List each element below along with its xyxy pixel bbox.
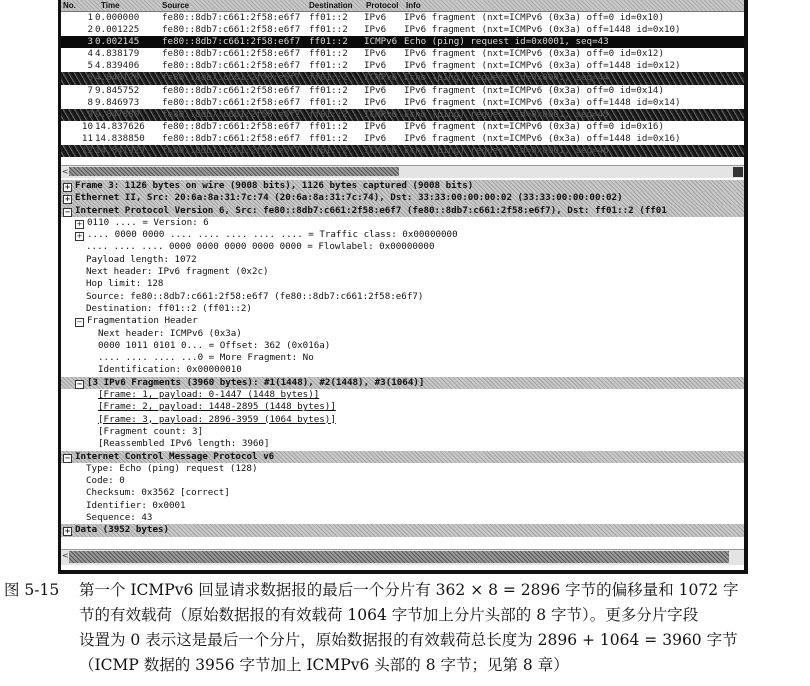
packet-source: fe80::8db7:c661:2f58:e6f7	[162, 120, 301, 132]
packet-row[interactable]	[61, 121, 744, 133]
scroll-left-arrow-icon[interactable]: <	[62, 551, 69, 560]
packet-protocol: IPv6	[364, 24, 387, 36]
packet-protocol: ICMPv6	[364, 145, 398, 157]
detail-scrollbar[interactable]	[61, 549, 744, 565]
tree-item-label: [Reassembled IPv6 length: 3960]	[98, 438, 270, 450]
figure-caption	[4, 578, 810, 678]
packet-no: 2	[87, 24, 93, 36]
packet-list-header	[61, 0, 744, 12]
column-header-info[interactable]: Info	[406, 1, 421, 10]
packet-destination: ff01::2	[309, 84, 348, 96]
tree-item-label: [Frame: 1, payload: 0-1447 (1448 bytes)]	[98, 389, 320, 401]
tree-item-label: Checksum: 0x3562 [correct]	[86, 487, 230, 499]
expand-icon[interactable]: +	[76, 219, 83, 228]
packet-info: Echo (ping) request id=0x0001, seq=43	[404, 36, 609, 48]
tree-item-label: Next header: ICMPv6 (0x3a)	[98, 327, 242, 339]
tree-item[interactable]	[61, 475, 744, 487]
packet-destination: ff01::2	[309, 72, 348, 84]
column-header-time[interactable]: Time	[101, 1, 120, 10]
packet-source: fe80::8db7:c661:2f58:e6f7	[162, 84, 301, 96]
caption-line: 节的有效载荷（原始数据报的有效载荷 1064 字节加上分片头部的 8 字节）。更多分片字段	[79, 606, 699, 624]
tree-item[interactable]	[61, 487, 744, 499]
packet-no: 9	[87, 108, 93, 120]
tree-item[interactable]	[61, 500, 744, 512]
tree-item-label: 0110 .... = Version: 6	[87, 216, 209, 228]
tree-item-label: Payload length: 1072	[86, 253, 197, 265]
tree-item-label: Destination: ff01::2 (ff01::2)	[86, 302, 252, 314]
tree-item[interactable]	[61, 451, 744, 463]
packet-row[interactable]	[61, 60, 744, 72]
tree-item-label: Sequence: 43	[86, 512, 153, 524]
column-header-no[interactable]: No.	[63, 1, 76, 10]
tree-item[interactable]	[61, 377, 744, 389]
packet-info: IPv6 fragment (nxt=ICMPv6 (0x3a) off=0 id=0x10)	[404, 12, 664, 23]
packet-source: fe80::8db7:c661:2f58:e6f7	[162, 145, 301, 157]
packet-info: IPv6 fragment (nxt=ICMPv6 (0x3a) off=1448 id=0x16)	[404, 132, 681, 144]
tree-item-label: [Frame: 2, payload: 1448-2895 (1448 bytes)]	[98, 401, 336, 413]
packet-no: 6	[87, 72, 93, 84]
caption-line: 第一个 ICMPv6 回显请求数据报的最后一个分片有 362 × 8 = 2896 字节的偏移量和 1072 字	[79, 581, 739, 599]
packet-destination: ff01::2	[309, 48, 348, 60]
packet-destination: ff01::2	[309, 96, 348, 108]
tree-item[interactable]	[61, 463, 744, 475]
packet-row[interactable]	[61, 109, 744, 121]
packet-info: IPv6 fragment (nxt=ICMPv6 (0x3a) off=0 id=0x16)	[404, 120, 664, 132]
packet-source: fe80::8db7:c661:2f58:e6f7	[162, 108, 301, 120]
packet-protocol: ICMPv6	[364, 72, 398, 84]
tree-item-label: Source: fe80::8db7:c661:2f58:e6f7 (fe80::8db7:c661:2f58:e6f7)	[86, 290, 424, 302]
tree-item[interactable]	[61, 438, 744, 450]
tree-item-label: [3 IPv6 Fragments (3960 bytes): #1(1448), #2(1448), #3(1064)]	[87, 376, 425, 388]
packet-list	[61, 0, 744, 165]
packet-no: 8	[87, 96, 93, 108]
tree-item-label: Internet Protocol Version 6, Src: fe80::8db7:c661:2f58:e6f7 (fe80::8db7:c661:2f58:e6f7), Dst: ff01::2 (ff01	[75, 204, 667, 216]
packet-info: IPv6 fragment (nxt=ICMPv6 (0x3a) off=0 id=0x14)	[404, 84, 664, 96]
expand-icon[interactable]: +	[64, 527, 71, 536]
figure-label: 图 5-15	[4, 581, 60, 599]
packet-info: Echo (ping) request id=0x0001, seq=44	[404, 72, 609, 84]
packet-no: 5	[87, 60, 93, 72]
wireshark-window	[58, 0, 748, 574]
packet-time: 14.837626	[95, 120, 145, 132]
packet-protocol: ICMPv6	[364, 36, 398, 48]
packet-time: 0.001225	[95, 24, 140, 36]
packet-info: IPv6 fragment (nxt=ICMPv6 (0x3a) off=0 id=0x12)	[404, 48, 664, 60]
scrollbar-thumb[interactable]	[69, 167, 399, 176]
packet-source: fe80::8db7:c661:2f58:e6f7	[162, 12, 301, 23]
packet-destination: ff01::2	[309, 12, 348, 23]
packet-row[interactable]	[61, 48, 744, 60]
expand-icon[interactable]: +	[64, 183, 71, 191]
tree-item[interactable]	[61, 328, 744, 340]
caption-line: （ICMP 数据的 3956 字节加上 ICMPv6 头部的 8 字节；见第 8 章）	[79, 656, 569, 674]
tree-item-label: Identifier: 0x0001	[86, 499, 186, 511]
packet-destination: ff01::2	[309, 24, 348, 36]
packet-protocol: IPv6	[364, 48, 387, 60]
packet-time: 0.002145	[95, 36, 140, 48]
packet-row[interactable]	[61, 85, 744, 97]
packet-time: 4.840128	[95, 72, 140, 84]
packet-destination: ff01::2	[309, 132, 348, 144]
packet-row[interactable]	[61, 133, 744, 145]
packet-time: 9.846973	[95, 96, 140, 108]
tree-item-label: [Fragment count: 3]	[98, 425, 204, 437]
packet-no: 4	[87, 48, 93, 60]
scroll-left-arrow-icon[interactable]: <	[62, 167, 69, 176]
packet-no: 7	[87, 84, 93, 96]
tree-item[interactable]	[61, 254, 744, 266]
packet-time: 0.000000	[95, 12, 140, 23]
column-header-destination[interactable]: Destination	[309, 1, 353, 10]
scrollbar-thumb[interactable]	[69, 551, 729, 563]
tree-item-label: Identification: 0x00000010	[98, 364, 242, 376]
tree-item-label: Frame 3: 1126 bytes on wire (9008 bits), 1126 bytes captured (9008 bits)	[75, 180, 474, 191]
scroll-right-button[interactable]	[733, 167, 743, 177]
tree-item[interactable]	[61, 303, 744, 315]
packet-protocol: IPv6	[364, 84, 387, 96]
packet-time: 9.847880	[95, 108, 140, 120]
tree-item-label: Hop limit: 128	[86, 278, 164, 290]
tree-item-label: 0000 1011 0101 0... = Offset: 362 (0x016a)	[98, 339, 331, 351]
tree-item[interactable]	[61, 192, 744, 204]
tree-item-label: Ethernet II, Src: 20:6a:8a:31:7c:74 (20:6a:8a:31:7c:74), Dst: 33:33:00:00:00:02 (33:33:00:00:00:02)	[75, 192, 623, 204]
packet-destination: ff01::2	[309, 108, 348, 120]
packet-protocol: IPv6	[364, 132, 387, 144]
packet-source: fe80::8db7:c661:2f58:e6f7	[162, 48, 301, 60]
tree-item[interactable]	[61, 512, 744, 524]
tree-item[interactable]	[61, 291, 744, 303]
packet-protocol: ICMPv6	[364, 108, 398, 120]
packet-time: 14.838850	[95, 132, 145, 144]
column-header-source[interactable]: Source	[162, 1, 190, 10]
packet-row[interactable]	[61, 24, 744, 36]
tree-item[interactable]	[61, 364, 744, 376]
tree-item[interactable]	[61, 229, 744, 241]
packet-row[interactable]	[61, 97, 744, 109]
expand-icon[interactable]: +	[64, 195, 71, 204]
packet-row[interactable]	[61, 145, 744, 157]
tree-item-label: [Frame: 3, payload: 2896-3959 (1064 bytes)]	[98, 413, 336, 425]
packet-protocol: IPv6	[364, 60, 387, 72]
packet-protocol: IPv6	[364, 12, 387, 23]
packet-destination: ff01::2	[309, 145, 348, 157]
tree-item[interactable]	[61, 241, 744, 253]
tree-item[interactable]	[61, 389, 744, 401]
packet-list-scrollbar[interactable]	[61, 165, 744, 178]
expand-icon[interactable]: +	[76, 232, 83, 241]
collapse-icon[interactable]: −	[64, 453, 71, 462]
collapse-icon[interactable]: −	[76, 379, 83, 388]
packet-no: 1	[87, 12, 93, 23]
packet-time: 14.841929	[95, 145, 145, 157]
packet-source: fe80::8db7:c661:2f58:e6f7	[162, 132, 301, 144]
packet-destination: ff01::2	[309, 36, 348, 48]
tree-item-label: Code: 0	[86, 475, 125, 487]
packet-source: fe80::8db7:c661:2f58:e6f7	[162, 36, 301, 48]
packet-detail-tree	[61, 180, 744, 548]
packet-protocol: IPv6	[364, 120, 387, 132]
packet-source: fe80::8db7:c661:2f58:e6f7	[162, 96, 301, 108]
tree-item-label: Fragmentation Header	[87, 315, 198, 327]
tree-item-label: .... 0000 0000 .... .... .... .... .... = Traffic class: 0x00000000	[87, 229, 458, 241]
tree-item[interactable]	[61, 414, 744, 426]
collapse-icon[interactable]: −	[64, 207, 71, 216]
packet-info: IPv6 fragment (nxt=ICMPv6 (0x3a) off=1448 id=0x12)	[404, 60, 681, 72]
tree-item[interactable]	[61, 352, 744, 364]
packet-info: Echo (ping) request id=0x0001, seq=46	[404, 145, 609, 157]
tree-item-label: Type: Echo (ping) request (128)	[86, 462, 258, 474]
tree-item[interactable]	[61, 315, 744, 327]
caption-line: 设置为 0 表示这是最后一个分片，原始数据报的有效载荷总长度为 2896 + 1064 = 3960 字节	[79, 631, 738, 649]
tree-item[interactable]	[61, 278, 744, 290]
packet-destination: ff01::2	[309, 60, 348, 72]
packet-destination: ff01::2	[309, 120, 348, 132]
packet-no: 3	[87, 36, 93, 48]
packet-time: 4.839406	[95, 60, 140, 72]
packet-no: 11	[81, 132, 93, 144]
collapse-icon[interactable]: −	[76, 318, 83, 327]
packet-info: Echo (ping) request id=0x0001, seq=45	[404, 108, 609, 120]
packet-row[interactable]	[61, 36, 744, 48]
tree-item-label: Data (3952 bytes)	[75, 524, 170, 536]
tree-item-label: Next header: IPv6 fragment (0x2c)	[86, 266, 269, 278]
packet-protocol: IPv6	[364, 96, 387, 108]
tree-item-label: .... .... .... ...0 = More Fragment: No	[98, 352, 314, 364]
tree-item[interactable]	[61, 401, 744, 413]
packet-no: 10	[81, 120, 93, 132]
packet-source: fe80::8db7:c661:2f58:e6f7	[162, 60, 301, 72]
tree-item[interactable]	[61, 266, 744, 278]
packet-source: fe80::8db7:c661:2f58:e6f7	[162, 72, 301, 84]
packet-no: 12	[81, 145, 93, 157]
tree-item[interactable]	[61, 426, 744, 438]
packet-row[interactable]	[61, 12, 744, 24]
tree-item-label: .... .... .... 0000 0000 0000 0000 0000 = Flowlabel: 0x00000000	[86, 241, 435, 253]
column-header-protocol[interactable]: Protocol	[366, 1, 399, 10]
packet-time: 9.845752	[95, 84, 140, 96]
packet-source: fe80::8db7:c661:2f58:e6f7	[162, 24, 301, 36]
tree-item[interactable]	[61, 524, 744, 536]
tree-item[interactable]	[61, 340, 744, 352]
packet-row[interactable]	[61, 72, 744, 84]
tree-item[interactable]	[61, 217, 744, 229]
tree-item[interactable]	[61, 205, 744, 217]
packet-info: IPv6 fragment (nxt=ICMPv6 (0x3a) off=1448 id=0x10)	[404, 24, 681, 36]
tree-item[interactable]	[61, 180, 744, 192]
tree-item-label: Internet Control Message Protocol v6	[75, 450, 275, 462]
packet-info: IPv6 fragment (nxt=ICMPv6 (0x3a) off=1448 id=0x14)	[404, 96, 681, 108]
packet-time: 4.838179	[95, 48, 140, 60]
